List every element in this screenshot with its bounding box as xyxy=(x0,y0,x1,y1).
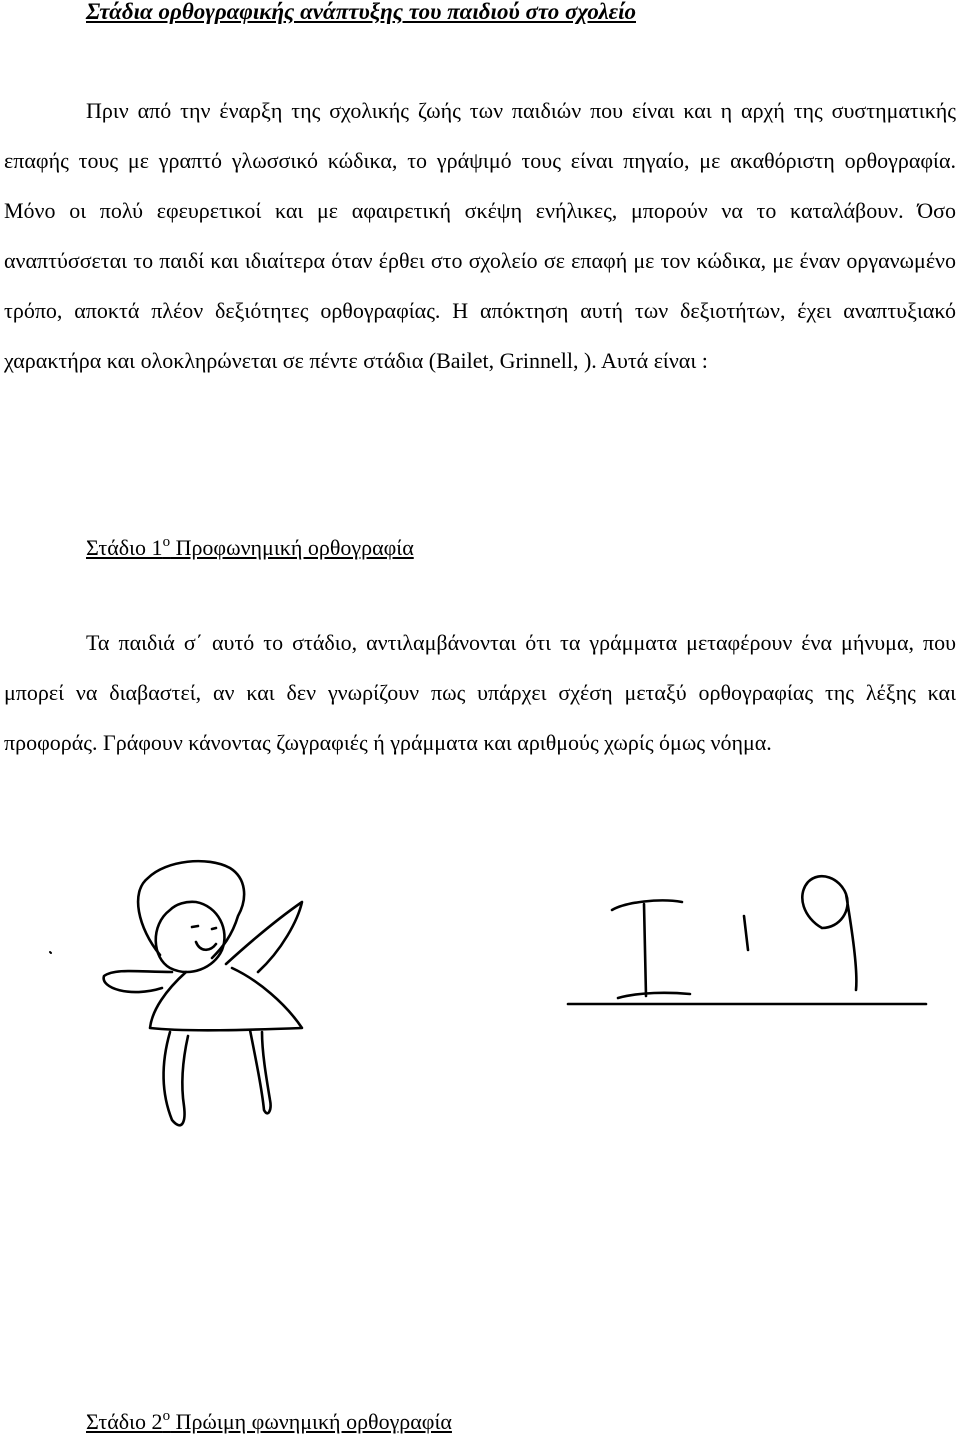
stage-2-heading-suffix: Πρώιμη φωνημική ορθογραφία xyxy=(170,1409,452,1434)
stage-1-heading-suffix: Προφωνημική ορθογραφία xyxy=(170,535,414,560)
drawing-letter-i xyxy=(612,900,690,998)
intro-paragraph-text: Πριν από την έναρξη της σχολικής ζωής των παιδιών που είναι και η αρχή της συστηματικής επαφής τους με γραπτό γλωσσικό κώδικα, το γράψιμό τους είναι πηγαίο, με ακαθόριστη ορθογραφία. Μόνο οι πολύ εφευρετικοί και με αφαιρετική σκέψη ενήλικες, μπορούν να το καταλάβουν. Όσο αναπτύσσεται το παιδί και ιδιαίτερα όταν έρθει στο σχολείο σε επαφή με τον κώδικα, με έναν οργανωμένο τρόπο, αποκτά πλέον δεξιότητες ορθογραφίας. Η απόκτηση αυτή των δεξιοτήτων, έχει αναπτυξιακό χαρακτήρα και ολοκληρώνεται σε πέντε στάδια (Bailet, Grinnell, ). Αυτά είναι : xyxy=(4,98,956,373)
stage-2-heading-ordinal: ο xyxy=(162,1408,171,1424)
stage-1-heading-prefix: Στάδιο 1 xyxy=(86,535,163,560)
child-drawing-illustration xyxy=(0,840,960,1160)
drawing-head xyxy=(156,902,225,972)
drawing-left-leg xyxy=(164,1032,189,1125)
stage-2-heading-prefix: Στάδιο 2 xyxy=(86,1409,163,1434)
drawing-small-mark xyxy=(744,916,748,950)
drawing-right-eye xyxy=(212,928,216,929)
stage-2-heading xyxy=(86,1407,452,1437)
drawing-stray-dot xyxy=(50,952,51,953)
stage-1-paragraph xyxy=(4,618,956,768)
drawing-right-arm xyxy=(226,902,302,972)
document-title: Στάδια ορθογραφικής ανάπτυξης του παιδιού στο σχολείο xyxy=(86,0,636,24)
drawing-dress xyxy=(150,968,302,1030)
drawing-right-leg xyxy=(250,1030,271,1113)
stage-1-heading-ordinal: ο xyxy=(162,534,171,550)
drawing-left-arm xyxy=(104,971,172,992)
drawing-mouth xyxy=(196,942,216,950)
drawing-number-9 xyxy=(802,876,856,990)
drawing-hair xyxy=(138,861,244,958)
stage-1-paragraph-text: Τα παιδιά σ΄ αυτό το στάδιο, αντιλαμβάνονται ότι τα γράμματα μεταφέρουν ένα μήνυμα, που μπορεί να διαβαστεί, αν και δεν γνωρίζουν πως υπάρχει σχέση μεταξύ ορθογραφίας της λέξης και προφοράς. Γράφουν κάνοντας ζωγραφιές ή γράμματα και αριθμούς χωρίς όμως νόημα. xyxy=(4,630,956,755)
drawing-left-eye xyxy=(192,926,198,927)
stage-1-heading xyxy=(86,533,414,563)
intro-paragraph xyxy=(4,86,956,386)
